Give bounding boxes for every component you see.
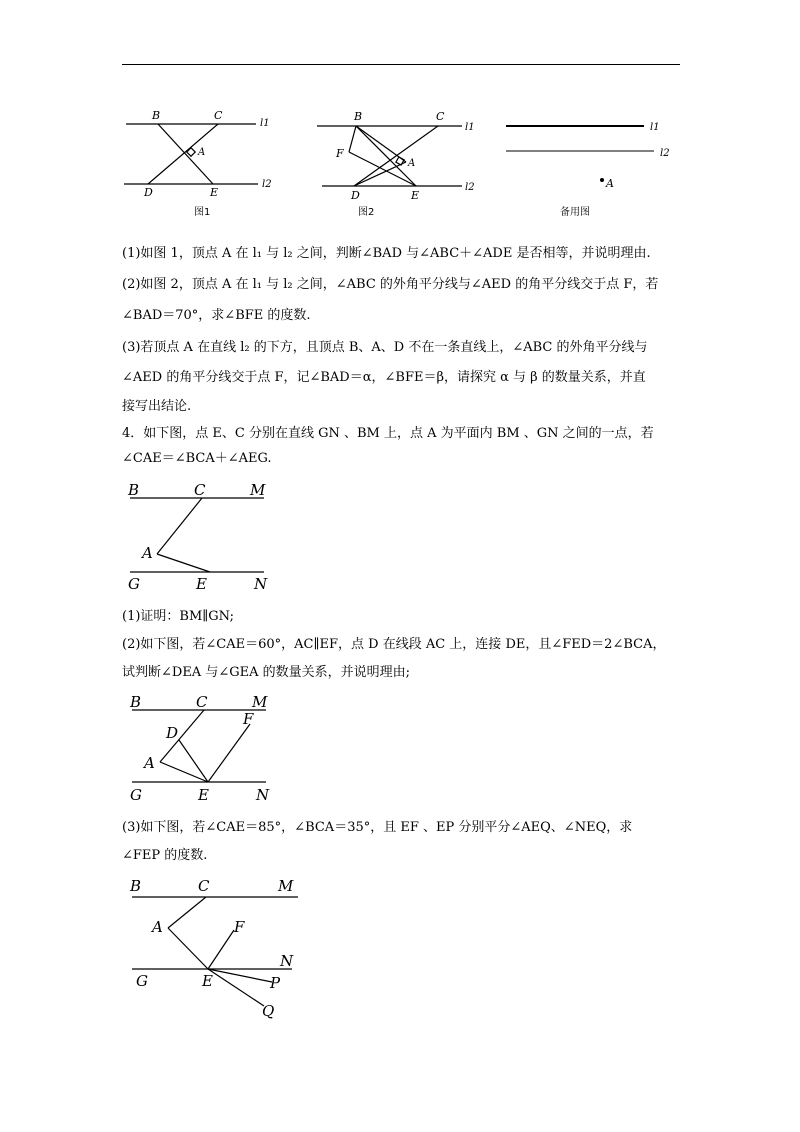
q4b-label-b: B: [130, 693, 142, 711]
fig1-label-a: A: [198, 147, 206, 158]
fig1-label-d: D: [144, 186, 153, 199]
spare-caption: 备用图: [560, 207, 590, 218]
spare-label-a: A: [606, 177, 614, 190]
figure-q4-3: [122, 872, 312, 1022]
q4a-label-g: G: [128, 575, 140, 593]
q4a-label-n: N: [254, 575, 268, 593]
q3-part2-text-line2: ∠BAD＝70°，求∠BFE 的度数.: [122, 308, 311, 323]
q3-part1-text: (1)如图 1，顶点 A 在 l₁ 与 l₂ 之间，判断∠BAD 与∠ABC＋∠ADE 是否相等，并说明理由.: [122, 246, 651, 261]
figure-1: [118, 100, 288, 225]
fig2-label-l1: l1: [465, 122, 475, 133]
q4b-label-a: A: [144, 754, 155, 772]
fig1-label-c: C: [214, 109, 223, 122]
q3-part3-text-line1: (3)若顶点 A 在直线 l₂ 的下方，且顶点 B、A、D 不在一条直线上，∠ABC 的外角平分线与: [122, 340, 648, 355]
q4c-label-a: A: [152, 918, 163, 936]
q4-part1-text: (1)证明：BM∥GN;: [122, 609, 234, 624]
figure-spare: [500, 100, 680, 225]
q4b-label-c: C: [196, 693, 208, 711]
fig2-label-a: A: [408, 158, 416, 169]
q3-part3-text-line3: 接写出结论.: [122, 399, 192, 414]
q4-part3-text-line1: (3)如下图，若∠CAE＝85°，∠BCA＝35°，且 EF 、EP 分别平分∠AEQ、∠NEQ，求: [122, 820, 633, 835]
q4a-label-a: A: [142, 544, 153, 562]
spare-point-a: [600, 178, 604, 182]
q4-text-line2: ∠CAE＝∠BCA＋∠AEG.: [122, 451, 272, 466]
spare-label-l2: l2: [660, 148, 670, 159]
fig1-label-b: B: [152, 109, 161, 122]
fig2-label-c: C: [436, 110, 445, 123]
fig2-label-b: B: [354, 110, 363, 123]
q4c-label-c: C: [198, 877, 210, 895]
q4c-label-p: P: [270, 974, 281, 992]
header-rule: [122, 64, 680, 65]
figure-q4-2: [122, 688, 282, 806]
q4-part2-text-line2: 试判断∠DEA 与∠GEA 的数量关系，并说明理由;: [122, 665, 410, 680]
fig1-caption: 图1: [194, 207, 211, 218]
q4c-label-m: M: [278, 877, 294, 895]
fig2-label-e: E: [411, 189, 420, 202]
q4c-label-b: B: [130, 877, 142, 895]
figure-2: [314, 100, 489, 225]
spare-label-l1: l1: [650, 122, 660, 133]
fig1-label-l1: l1: [260, 118, 270, 129]
q4a-label-c: C: [194, 481, 206, 499]
q4c-label-g: G: [136, 972, 148, 990]
q4b-label-e: E: [198, 786, 209, 804]
q4a-label-m: M: [250, 481, 266, 499]
q3-part2-text-line1: (2)如图 2，顶点 A 在 l₁ 与 l₂ 之间，∠ABC 的外角平分线与∠AED 的角平分线交于点 F，若: [122, 277, 659, 292]
fig2-label-d: D: [351, 189, 360, 202]
q4c-label-f: F: [234, 918, 245, 936]
q4b-label-g: G: [130, 786, 142, 804]
q4-text-line1: 4．如下图，点 E、C 分别在直线 GN 、BM 上，点 A 为平面内 BM 、GN 之间的一点，若: [122, 426, 654, 441]
q4-part3-text-line2: ∠FEP 的度数.: [122, 848, 208, 863]
fig1-label-l2: l2: [262, 179, 272, 190]
fig2-caption: 图2: [358, 207, 375, 218]
figure-q4-1: [122, 478, 282, 593]
q3-part3-text-line2: ∠AED 的角平分线交于点 F，记∠BAD＝α，∠BFE＝β，请探究 α 与 β 的数量关系，并直: [122, 370, 646, 385]
q4-part2-text-line1: (2)如下图，若∠CAE＝60°，AC∥EF，点 D 在线段 AC 上，连接 DE，且∠FED＝2∠BCA，: [122, 637, 666, 652]
q4b-label-f: F: [243, 710, 254, 728]
q4c-label-e: E: [202, 972, 213, 990]
fig2-label-l2: l2: [465, 182, 475, 193]
q4b-label-n: N: [256, 786, 270, 804]
q4c-label-n: N: [280, 952, 294, 970]
q4b-label-m: M: [252, 693, 268, 711]
q4b-label-d: D: [166, 724, 179, 742]
fig2-label-f: F: [336, 147, 344, 160]
q4a-label-b: B: [128, 481, 140, 499]
fig1-label-e: E: [210, 186, 219, 199]
q4a-label-e: E: [196, 575, 207, 593]
q4c-label-q: Q: [262, 1002, 275, 1020]
